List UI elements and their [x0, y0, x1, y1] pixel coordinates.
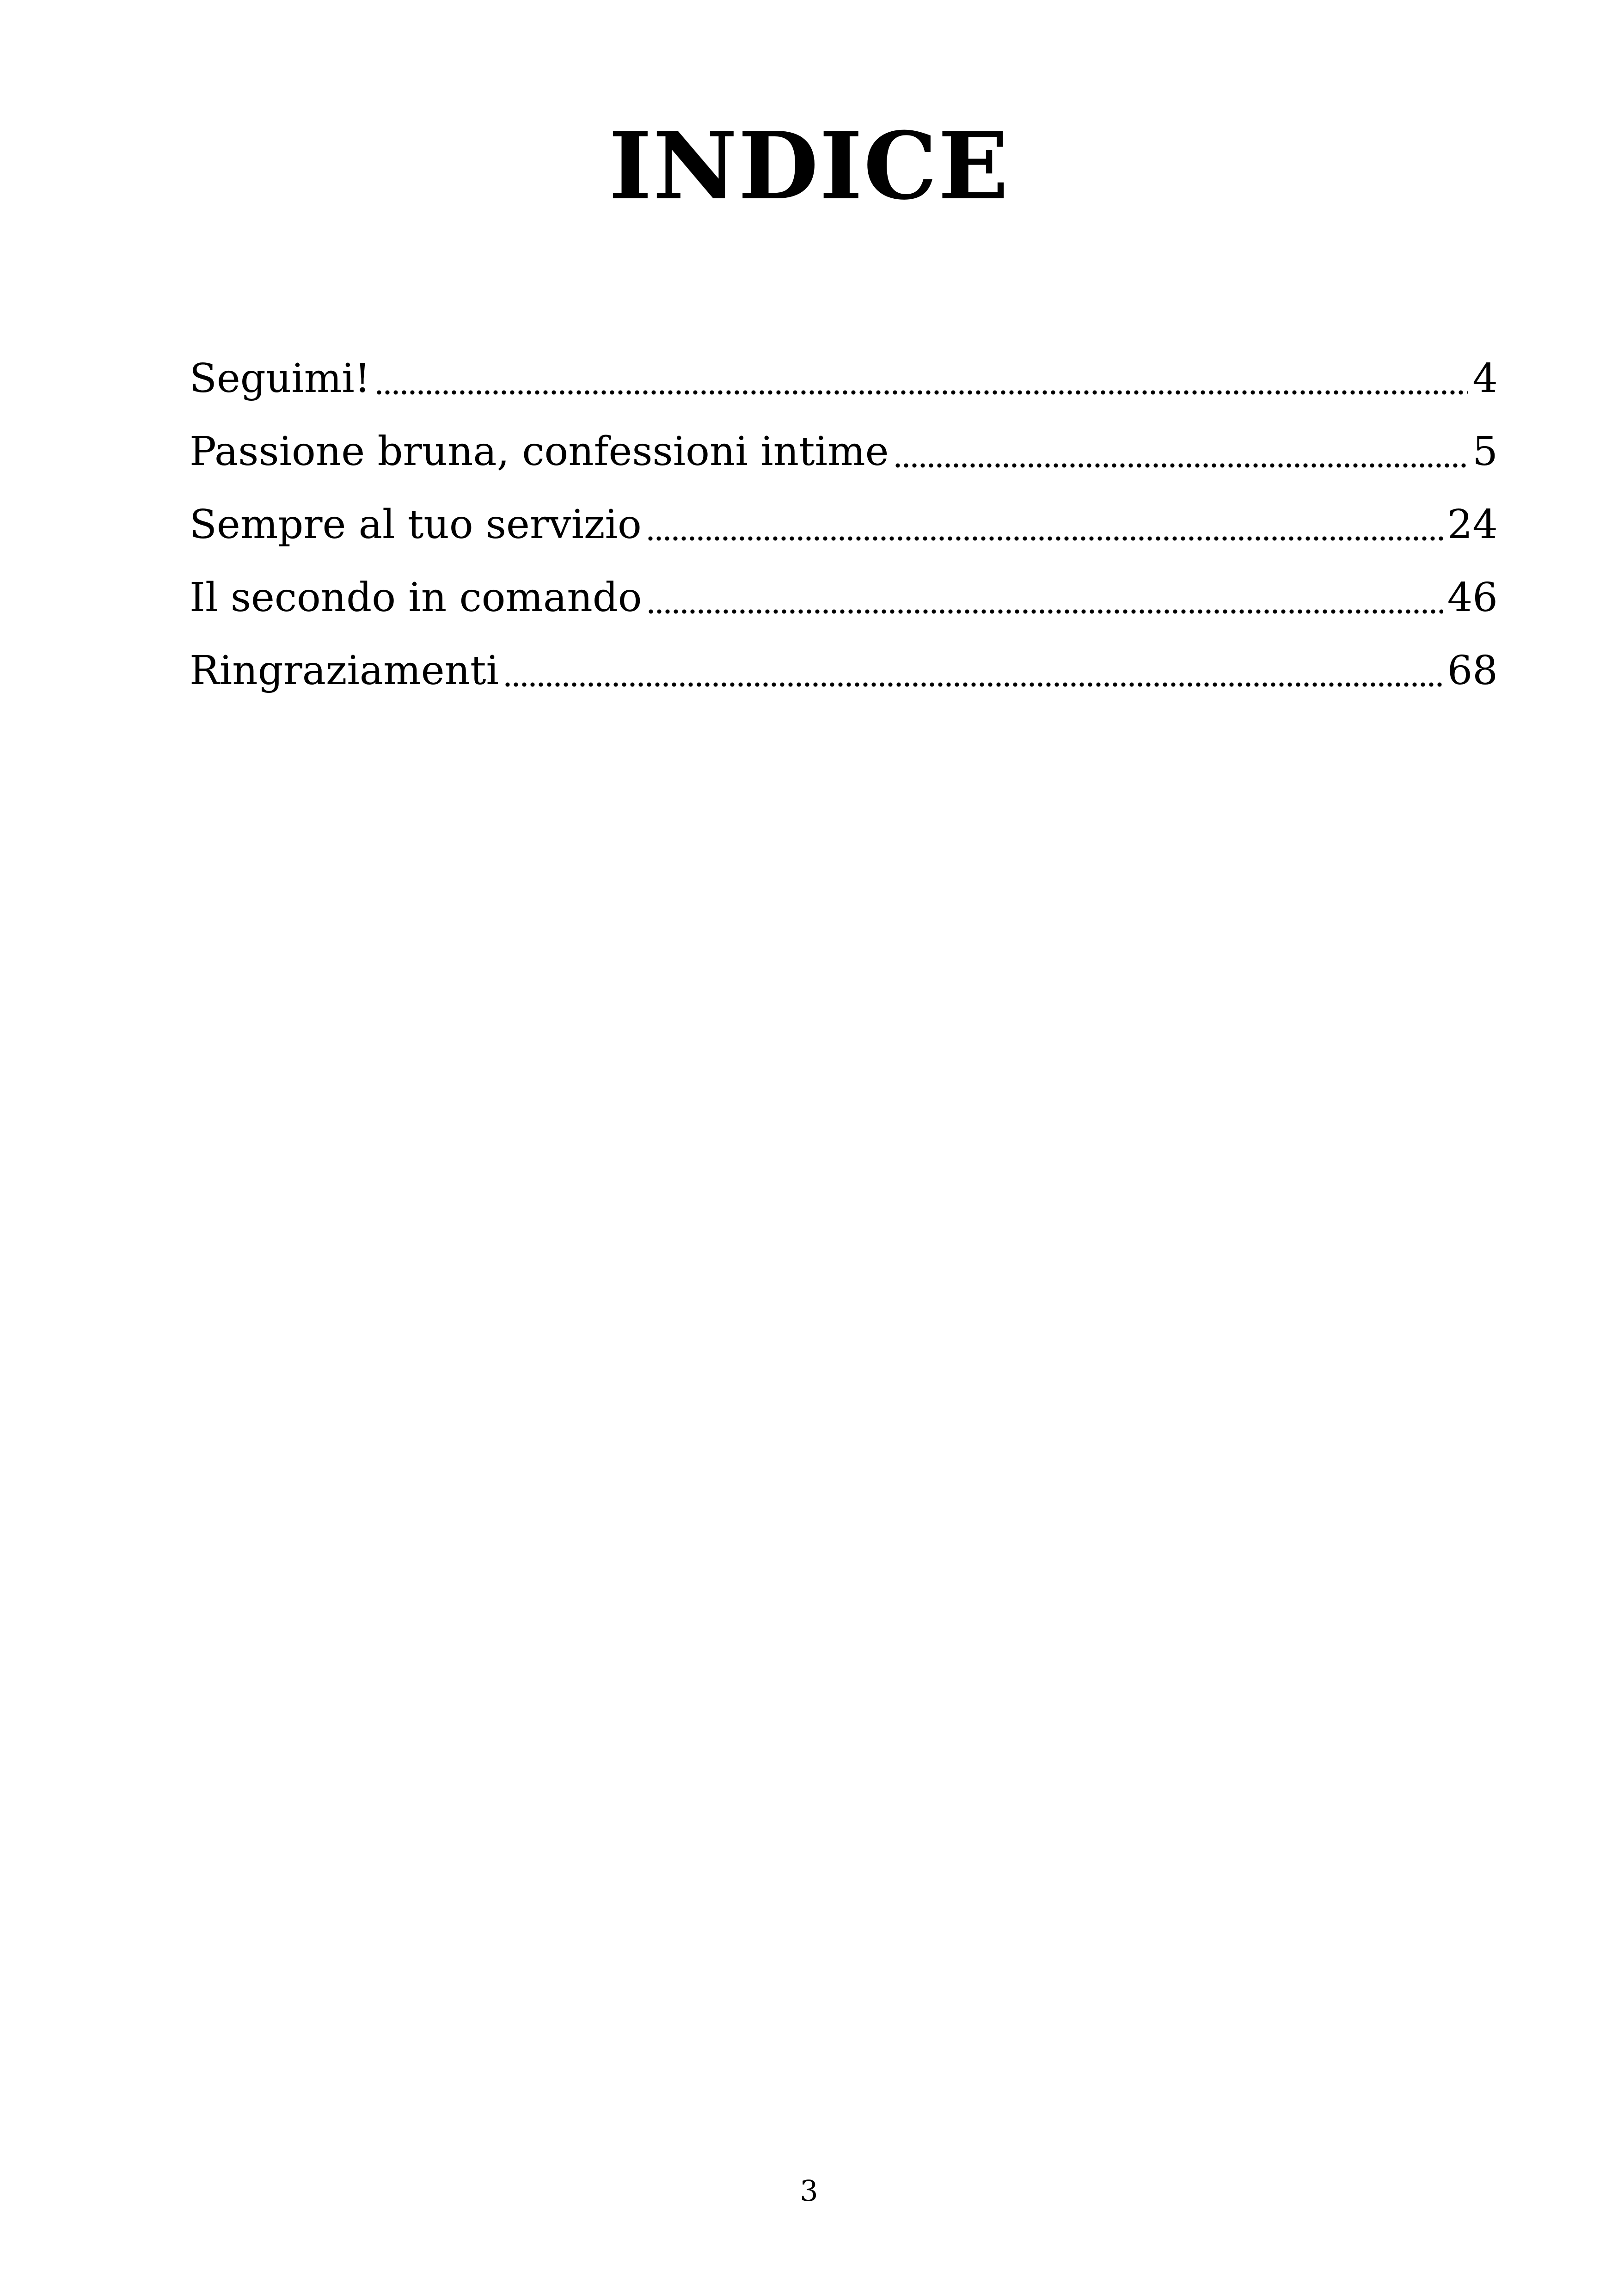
- toc-entry[interactable]: [190, 488, 1498, 561]
- dot-leader: [375, 378, 1468, 397]
- toc-entry-label: Il secondo in comando: [190, 575, 642, 621]
- dot-leader: [503, 670, 1443, 689]
- toc-entry-page: 68: [1447, 648, 1498, 694]
- page-number: 3: [800, 2174, 818, 2208]
- page-title: INDICE: [608, 112, 1010, 220]
- toc-entry[interactable]: [190, 342, 1498, 415]
- toc-entry-page: 4: [1472, 355, 1498, 402]
- toc-entry-label: Ringraziamenti: [190, 648, 499, 694]
- toc-entry-label: Sempre al tuo servizio: [190, 502, 642, 548]
- toc-entry-page: 24: [1447, 502, 1498, 548]
- dot-leader: [647, 597, 1443, 616]
- toc-entry-label: Passione bruna, confessioni intime: [190, 429, 889, 475]
- toc-entry[interactable]: [190, 415, 1498, 488]
- toc-entry-page: 46: [1447, 575, 1498, 621]
- toc-entry[interactable]: [190, 561, 1498, 634]
- table-of-contents: [190, 342, 1498, 707]
- toc-entry-page: 5: [1472, 429, 1498, 475]
- dot-leader: [894, 451, 1468, 470]
- toc-entry[interactable]: [190, 634, 1498, 707]
- dot-leader: [646, 524, 1443, 543]
- toc-entry-label: Seguimi!: [190, 355, 371, 402]
